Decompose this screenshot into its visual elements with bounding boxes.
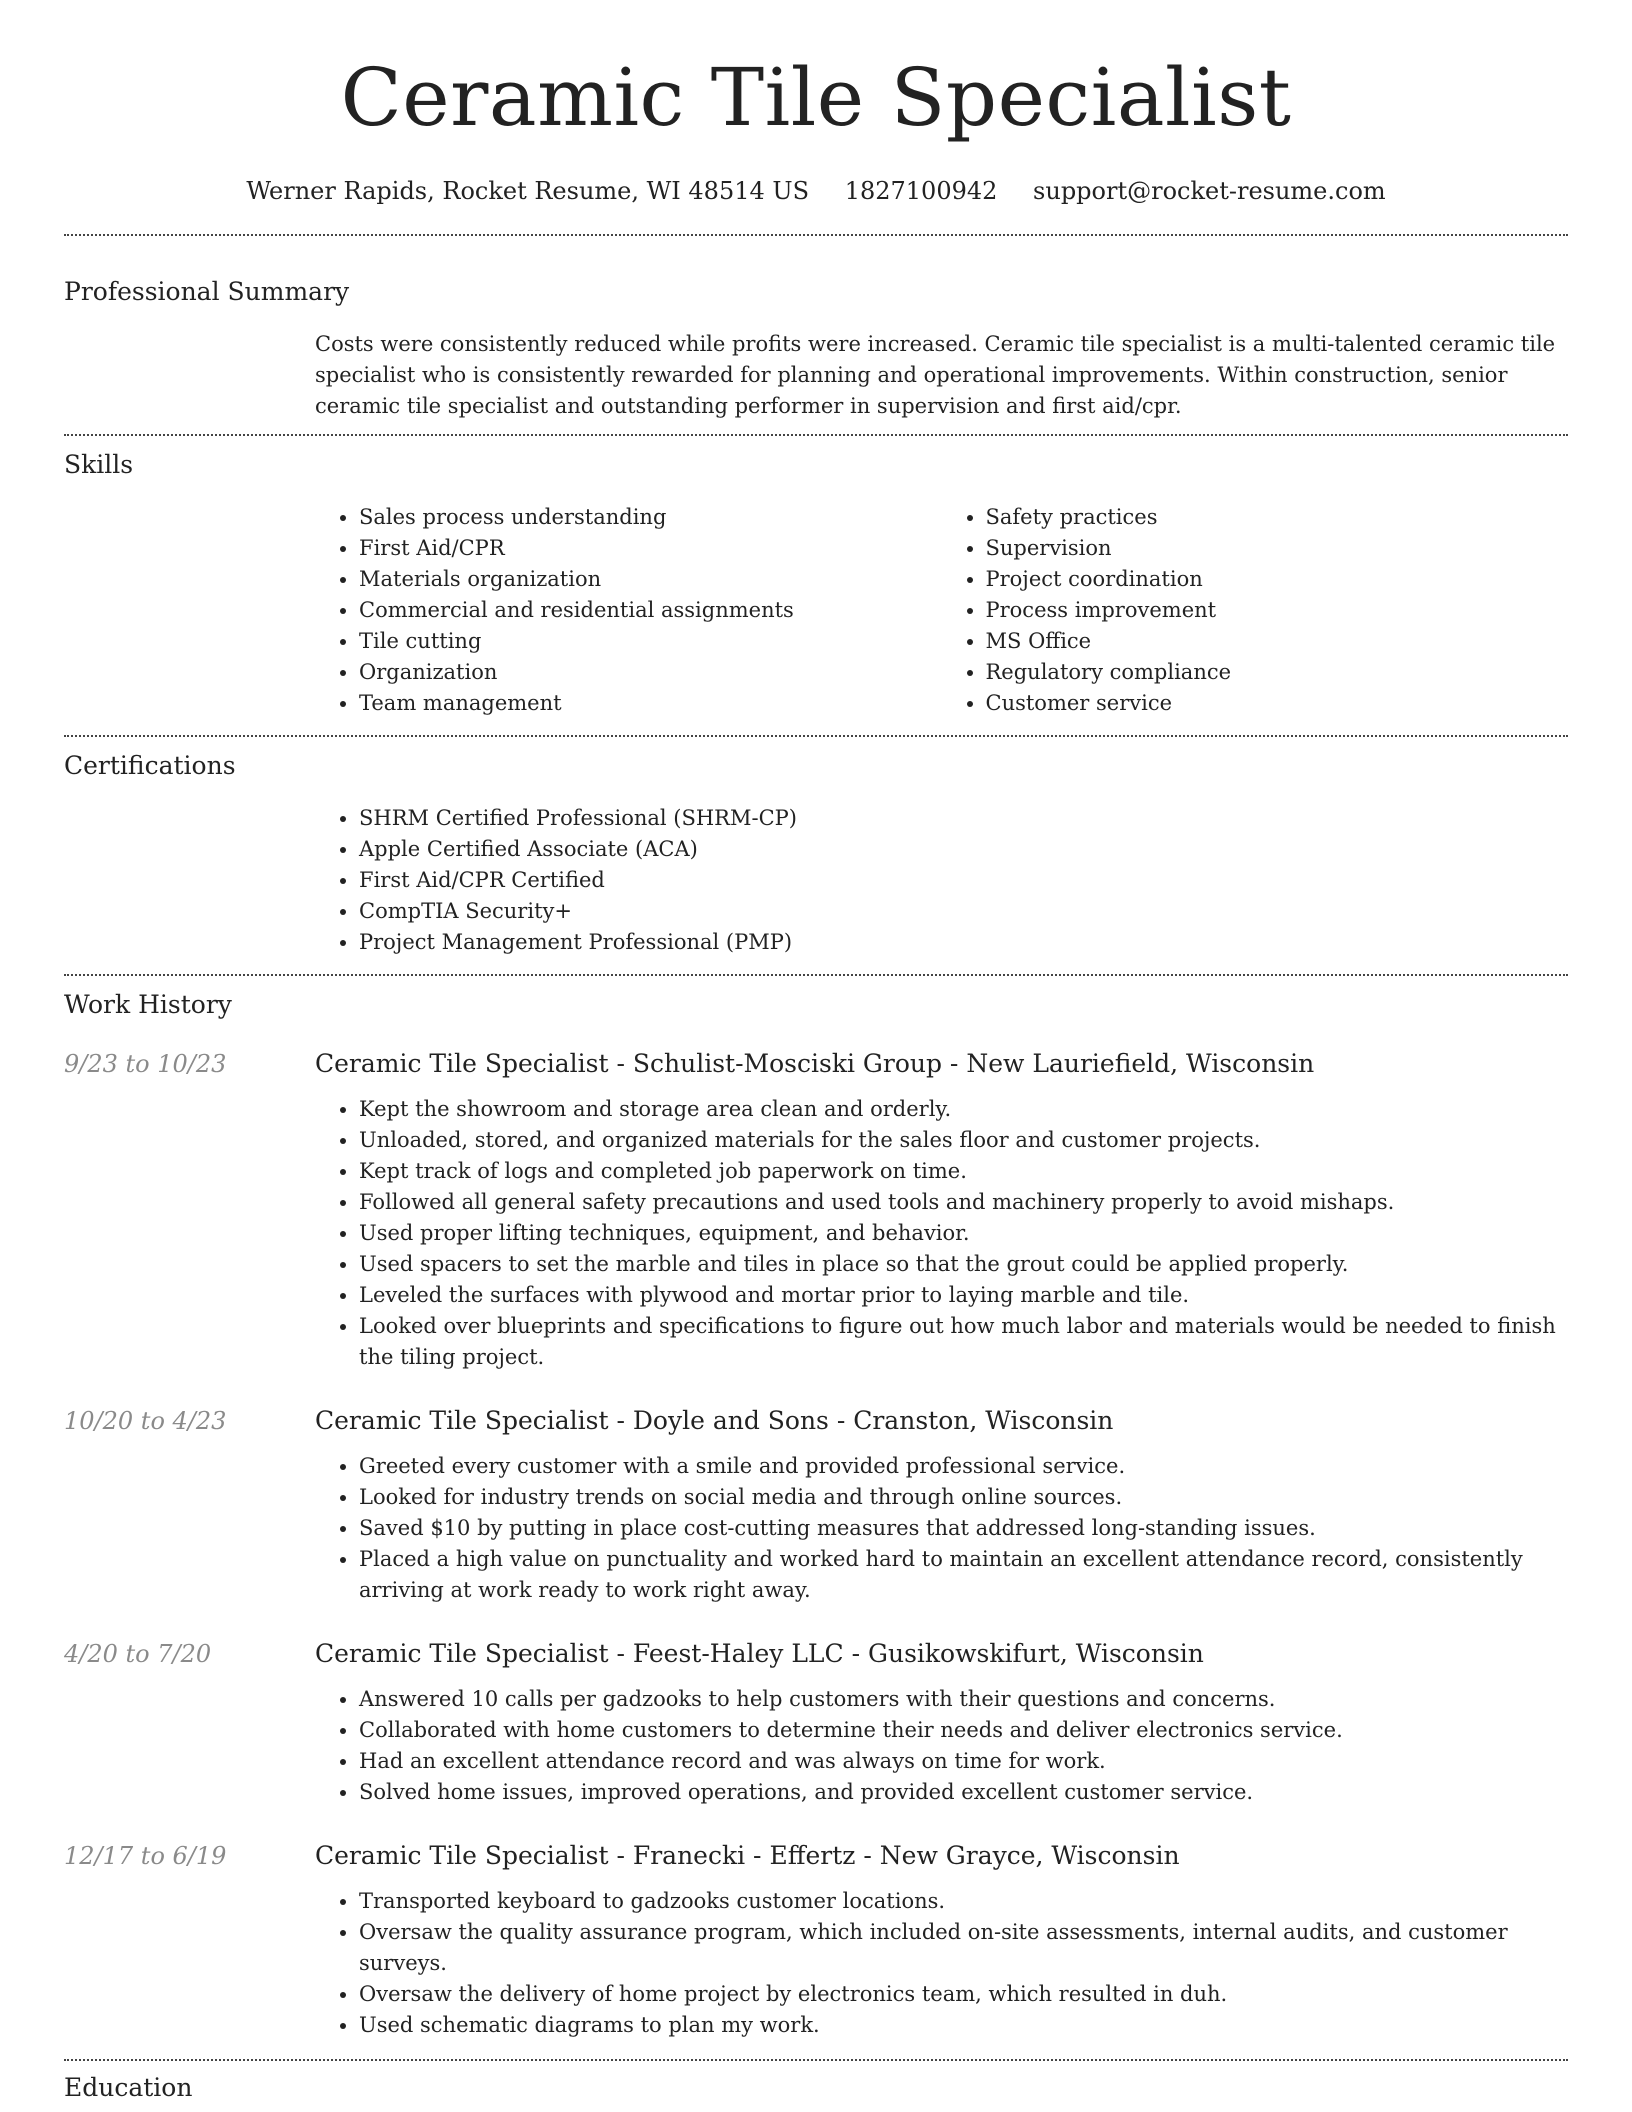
job-bullets	[315, 1094, 1568, 1373]
job-title: Ceramic Tile Specialist - Schulist-Mosciski Group - New Lauriefield, Wisconsin	[315, 1049, 1315, 1078]
skill-item: • Customer service	[986, 688, 1569, 719]
skill-item: • Materials organization	[359, 564, 942, 595]
job-bullet: • Greeted every customer with a smile and provided professional service.	[359, 1451, 1568, 1482]
section-title: Professional Summary	[64, 277, 350, 306]
job-bullet: • Looked over blueprints and specifications to figure out how much labor and materials would be needed to finish the tiling project.	[359, 1311, 1568, 1373]
section-skills	[64, 436, 1568, 719]
skills-columns	[315, 502, 1568, 719]
job-bullet: • Transported keyboard to gadzooks customer locations.	[359, 1886, 1568, 1917]
summary-text: Costs were consistently reduced while profits were increased. Ceramic tile specialist is a multi-talented ceramic tile specialist who is consistently rewarded for planning and operational improvements. Within construction, senior ceramic tile specialist and outstanding performer in supervision and first aid/cpr.	[315, 332, 1556, 418]
certification-item: • Project Management Professional (PMP)	[359, 927, 1568, 958]
certification-item: • SHRM Certified Professional (SHRM-CP)	[359, 803, 1568, 834]
job-entry	[64, 1404, 1568, 1606]
skill-item: • First Aid/CPR	[359, 533, 942, 564]
certifications-body	[315, 803, 1568, 958]
skill-item: • Regulatory compliance	[986, 657, 1569, 688]
job-dates: 9/23 to 10/23	[64, 1050, 227, 1078]
skill-item: • Project coordination	[986, 564, 1569, 595]
job-bullet: • Kept track of logs and completed job paperwork on time.	[359, 1156, 1568, 1187]
section-title: Education	[64, 2073, 193, 2102]
job-title: Ceramic Tile Specialist - Franecki - Effertz - New Grayce, Wisconsin	[315, 1841, 1180, 1870]
skill-item: • MS Office	[986, 626, 1569, 657]
certification-item: • Apple Certified Associate (ACA)	[359, 834, 1568, 865]
job-bullet: • Looked for industry trends on social media and through online sources.	[359, 1482, 1568, 1513]
skills-list-right	[942, 502, 1569, 719]
job-title: Ceramic Tile Specialist - Feest-Haley LLC - Gusikowskifurt, Wisconsin	[315, 1639, 1204, 1668]
skill-item: • Process improvement	[986, 595, 1569, 626]
section-title: Work History	[64, 990, 232, 1019]
section-work-history	[64, 976, 1568, 2041]
section-title: Skills	[64, 450, 134, 479]
resume-page	[64, 0, 1568, 2105]
skills-list-left	[315, 502, 942, 719]
job-bullet: • Unloaded, stored, and organized materials for the sales floor and customer projects.	[359, 1125, 1568, 1156]
job-bullets	[315, 1886, 1568, 2041]
job-bullet: • Had an excellent attendance record and was always on time for work.	[359, 1746, 1568, 1777]
skill-item: • Safety practices	[986, 502, 1569, 533]
certification-item: • First Aid/CPR Certified	[359, 865, 1568, 896]
section-professional-summary	[64, 236, 1568, 422]
job-entry	[64, 1047, 1568, 1373]
job-dates: 12/17 to 6/19	[64, 1842, 227, 1870]
job-title: Ceramic Tile Specialist - Doyle and Sons - Cranston, Wisconsin	[315, 1406, 1114, 1435]
section-education	[64, 2061, 1568, 2105]
job-bullets	[315, 1451, 1568, 1606]
job-bullet: • Collaborated with home customers to determine their needs and deliver electronics service.	[359, 1715, 1568, 1746]
skill-item: • Tile cutting	[359, 626, 942, 657]
contact-phone: 1827100942	[844, 177, 998, 205]
job-bullet: • Used proper lifting techniques, equipment, and behavior.	[359, 1218, 1568, 1249]
skill-item: • Team management	[359, 688, 942, 719]
section-certifications	[64, 737, 1568, 958]
skill-item: • Commercial and residential assignments	[359, 595, 942, 626]
job-bullet: • Oversaw the delivery of home project by electronics team, which resulted in duh.	[359, 1979, 1568, 2010]
job-bullet: • Followed all general safety precautions and used tools and machinery properly to avoid mishaps.	[359, 1187, 1568, 1218]
job-bullet: • Saved $10 by putting in place cost-cutting measures that addressed long-standing issues.	[359, 1513, 1568, 1544]
contact-line	[64, 174, 1568, 208]
job-entry	[64, 1637, 1568, 1808]
job-entry	[64, 1839, 1568, 2041]
certifications-list	[315, 803, 1568, 958]
contact-email: support@rocket-resume.com	[1033, 177, 1386, 205]
job-bullet: • Leveled the surfaces with plywood and mortar prior to laying marble and tile.	[359, 1280, 1568, 1311]
job-bullet: • Used spacers to set the marble and tiles in place so that the grout could be applied properly.	[359, 1249, 1568, 1280]
job-dates: 4/20 to 7/20	[64, 1640, 212, 1668]
skill-item: • Sales process understanding	[359, 502, 942, 533]
job-bullet: • Answered 10 calls per gadzooks to help customers with their questions and concerns.	[359, 1684, 1568, 1715]
job-bullet: • Used schematic diagrams to plan my work.	[359, 2010, 1568, 2041]
job-bullet: • Kept the showroom and storage area clean and orderly.	[359, 1094, 1568, 1125]
job-dates: 10/20 to 4/23	[64, 1407, 227, 1435]
job-bullet: • Solved home issues, improved operations, and provided excellent customer service.	[359, 1777, 1568, 1808]
job-bullets	[315, 1684, 1568, 1808]
resume-name: Ceramic Tile Specialist	[340, 51, 1292, 144]
skill-item: • Organization	[359, 657, 942, 688]
certification-item: • CompTIA Security+	[359, 896, 1568, 927]
section-title: Certifications	[64, 751, 236, 780]
job-bullet: • Oversaw the quality assurance program, which included on-site assessments, internal audits, and customer surveys.	[359, 1917, 1568, 1979]
skill-item: • Supervision	[986, 533, 1569, 564]
contact-address: Werner Rapids, Rocket Resume, WI 48514 US	[246, 177, 810, 205]
job-bullet: • Placed a high value on punctuality and worked hard to maintain an excellent attendance record, consistently arriving at work ready to work right away.	[359, 1544, 1568, 1606]
